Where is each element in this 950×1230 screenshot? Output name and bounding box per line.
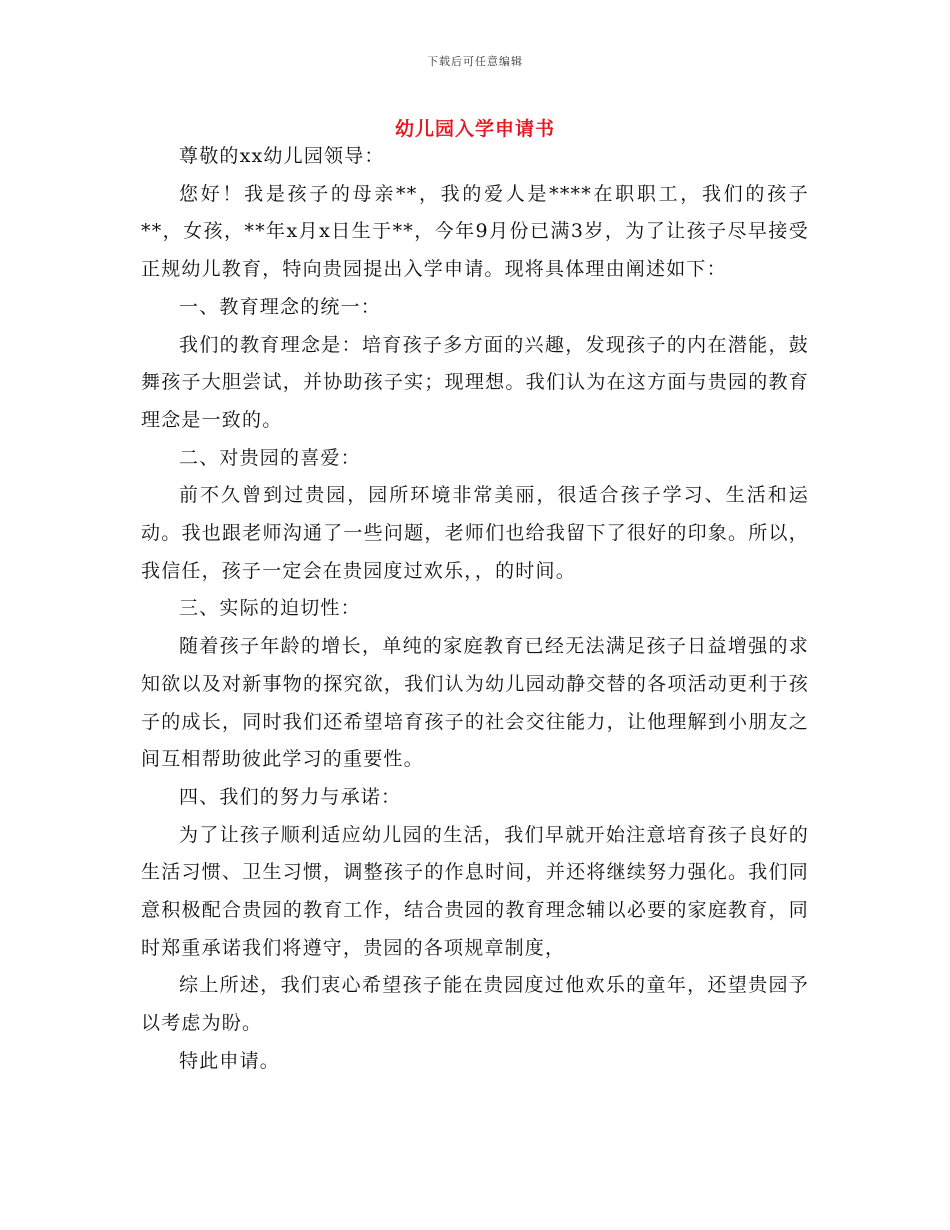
paragraph-section-2: 前不久曾到过贵园，园所环境非常美丽，很适合孩子学习、生活和运动。我也跟老师沟通了一些问题，老师们也给我留下了很好的印象。所以，我信任，孩子一定会在贵园度过欢乐，，的时间。: [141, 484, 809, 582]
document-body: [141, 138, 809, 1081]
paragraph-conclusion: 综上所述，我们衷心希望孩子能在贵园度过他欢乐的童年，还望贵园予以考虑为盼。: [141, 974, 809, 1035]
salutation: 尊敬的xx幼儿园领导：: [179, 145, 385, 167]
paragraph-section-4: 为了让孩子顺利适应幼儿园的生活，我们早就开始注意培育孩子良好的生活习惯、卫生习惯，调整孩子的作息时间，并还将继续努力强化。我们同意积极配合贵园的教育工作，结合贵园的教育理念辅以必要的家庭教育，同时郑重承诺我们将遵守，贵园的各项规章制度，: [141, 823, 809, 959]
paragraph-section-3: 随着孩子年龄的增长，单纯的家庭教育已经无法满足孩子日益增强的求知欲以及对新事物的探究欲，我们认为幼儿园动静交替的各项活动更利于孩子的成长，同时我们还希望培育孩子的社会交往能力，让他理解到小朋友之间互相帮助彼此学习的重要性。: [141, 635, 809, 771]
paragraph-section-1: 我们的教育理念是：培育孩子多方面的兴趣，发现孩子的内在潜能，鼓舞孩子大胆尝试，并协助孩子实；现理想。我们认为在这方面与贵园的教育理念是一致的。: [141, 333, 809, 431]
section-heading-3: 三、实际的迫切性：: [179, 597, 361, 620]
section-heading-4: 四、我们的努力与承诺：: [179, 785, 402, 808]
section-heading-2: 二、对贵园的喜爱：: [179, 446, 361, 469]
document-title: 幼儿园入学申请书: [394, 118, 555, 140]
section-heading-1: 一、教育理念的统一：: [179, 295, 382, 318]
header-note: 下载后可任意编辑: [427, 55, 523, 68]
paragraph-intro: 您好！我是孩子的母亲**，我的爱人是****在职职工，我们的孩子**，女孩，**年x月x日生于**，今年9月份已满3岁，为了让孩子尽早接受正规幼儿教育，特向贵园提出入学申请。现将具体理由阐述如下：: [141, 182, 809, 281]
closing-line: 特此申请。: [179, 1049, 281, 1072]
